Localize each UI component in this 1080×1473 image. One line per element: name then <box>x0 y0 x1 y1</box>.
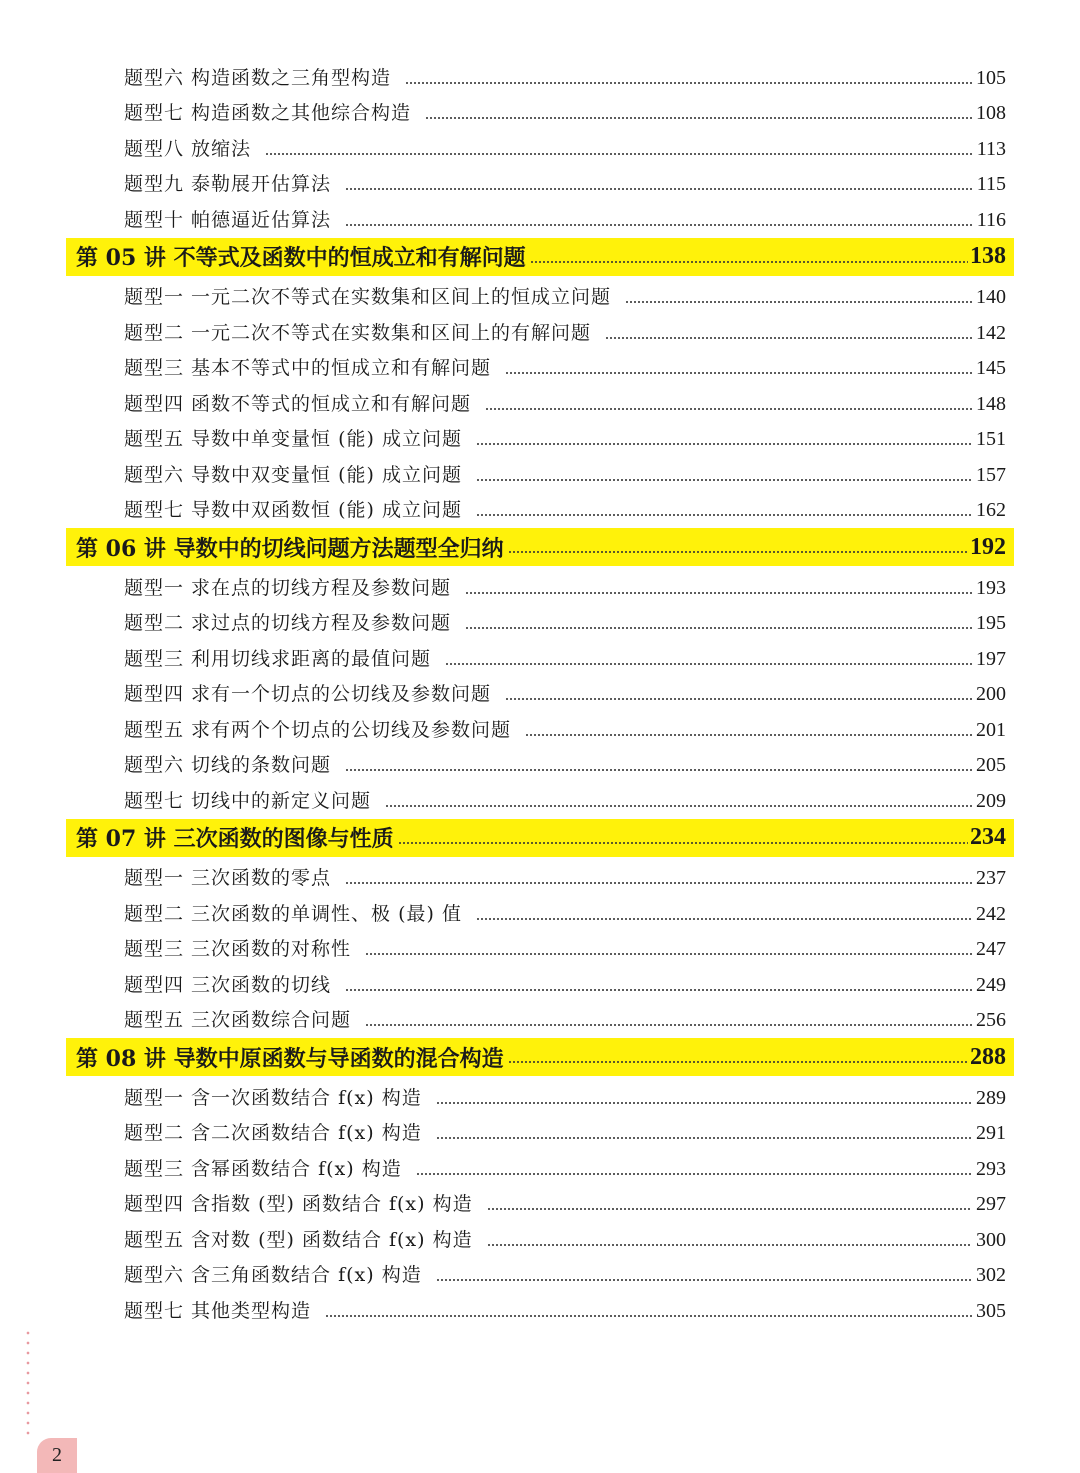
toc-chapter-entry[interactable] <box>66 1038 1014 1076</box>
toc-entry[interactable] <box>0 604 1080 640</box>
dot-leader <box>398 842 968 844</box>
toc-entry-page: 289 <box>976 1086 1006 1109</box>
toc-entry[interactable] <box>0 675 1080 711</box>
dot-leader <box>530 261 968 263</box>
toc-entry-title: 题型五 含对数 (型) 函数结合 f(x) 构造 <box>124 1228 473 1251</box>
toc-entry-title: 题型一 三次函数的零点 <box>124 867 332 889</box>
toc-entry-title: 题型四 求有一个切点的公切线及参数问题 <box>124 683 492 705</box>
toc-entry[interactable] <box>0 349 1080 385</box>
toc-entry-title: 题型八 放缩法 <box>124 137 252 160</box>
dot-leader <box>605 337 972 339</box>
toc-entry-title: 题型九 泰勒展开估算法 <box>124 173 332 195</box>
toc-entry[interactable] <box>0 1078 1080 1114</box>
toc-chapter-entry[interactable] <box>66 238 1014 276</box>
toc-entry-title: 第 06 讲 导数中的切线问题方法题型全归纳 <box>76 535 504 562</box>
toc-entry-page: 256 <box>976 1009 1006 1031</box>
toc-entry-page: 242 <box>976 902 1006 925</box>
dot-leader <box>345 882 972 884</box>
toc-entry-title: 题型七 其他类型构造 <box>124 1299 312 1322</box>
dot-leader <box>345 989 972 991</box>
toc-entry-page: 140 <box>976 286 1006 308</box>
toc-entry[interactable] <box>0 781 1080 817</box>
dot-leader <box>476 514 972 516</box>
toc-entry-title: 第 05 讲 不等式及函数中的恒成立和有解问题 <box>76 245 526 271</box>
toc-entry-title: 题型六 构造函数之三角型构造 <box>124 66 392 89</box>
dot-leader <box>505 698 972 700</box>
toc-entry-page: 302 <box>976 1264 1006 1286</box>
dot-leader <box>385 805 972 807</box>
dot-leader <box>445 663 972 665</box>
toc-entry-page: 115 <box>976 173 1006 195</box>
toc-entry-page: 293 <box>976 1157 1006 1180</box>
toc-entry-page: 288 <box>970 1043 1006 1070</box>
dot-leader <box>465 627 972 629</box>
toc-entry-page: 138 <box>970 243 1006 269</box>
dot-leader <box>485 408 972 410</box>
dot-leader <box>365 953 972 955</box>
toc-entry-title: 题型六 切线的条数问题 <box>124 754 332 776</box>
toc-entry[interactable] <box>0 94 1080 130</box>
toc-entry-page: 195 <box>976 612 1006 634</box>
dot-leader <box>625 301 972 303</box>
toc-entry[interactable] <box>0 58 1080 94</box>
toc-entry-title: 题型十 帕德逼近估算法 <box>124 208 332 231</box>
toc-entry-title: 题型五 求有两个个切点的公切线及参数问题 <box>124 718 512 741</box>
toc-entry-title: 第 07 讲 三次函数的图像与性质 <box>76 826 394 852</box>
toc-entry-page: 148 <box>976 392 1006 415</box>
table-of-contents <box>0 58 1080 1327</box>
toc-entry-title: 题型四 含指数 (型) 函数结合 f(x) 构造 <box>124 1193 473 1215</box>
dot-leader <box>416 1173 972 1175</box>
toc-entry-title: 题型四 函数不等式的恒成立和有解问题 <box>124 392 472 415</box>
toc-entry-title: 题型七 构造函数之其他综合构造 <box>124 102 412 124</box>
toc-entry-page: 193 <box>976 576 1006 599</box>
toc-entry-title: 题型二 求过点的切线方程及参数问题 <box>124 612 452 634</box>
dot-leader <box>487 1208 972 1210</box>
dot-leader <box>365 1024 972 1026</box>
toc-entry[interactable] <box>0 894 1080 930</box>
toc-entry[interactable] <box>0 568 1080 604</box>
toc-entry[interactable] <box>0 1149 1080 1185</box>
toc-entry[interactable] <box>0 710 1080 746</box>
toc-chapter-entry[interactable] <box>66 528 1014 566</box>
dot-leader <box>265 153 973 155</box>
toc-entry[interactable] <box>0 278 1080 314</box>
toc-entry-page: 108 <box>976 102 1006 124</box>
toc-entry[interactable] <box>0 965 1080 1001</box>
toc-entry[interactable] <box>0 1256 1080 1292</box>
dot-leader <box>425 117 972 119</box>
toc-entry-page: 205 <box>976 754 1006 776</box>
toc-entry[interactable] <box>0 420 1080 456</box>
toc-entry-title: 题型二 一元二次不等式在实数集和区间上的有解问题 <box>124 321 592 344</box>
toc-entry[interactable] <box>0 1001 1080 1037</box>
toc-entry-title: 题型七 切线中的新定义问题 <box>124 789 372 812</box>
toc-entry-page: 162 <box>976 499 1006 521</box>
toc-entry-page: 209 <box>976 789 1006 812</box>
toc-entry-title: 题型三 基本不等式中的恒成立和有解问题 <box>124 357 492 379</box>
dot-leader <box>525 734 972 736</box>
toc-entry-title: 第 08 讲 导数中原函数与导函数的混合构造 <box>76 1045 504 1072</box>
toc-entry[interactable] <box>0 165 1080 201</box>
toc-entry[interactable] <box>0 1114 1080 1150</box>
toc-entry[interactable] <box>0 491 1080 527</box>
toc-entry-page: 200 <box>976 683 1006 705</box>
toc-entry-page: 249 <box>976 973 1006 996</box>
dot-leader <box>436 1137 972 1139</box>
toc-entry-title: 题型四 三次函数的切线 <box>124 973 332 996</box>
toc-entry[interactable] <box>0 1220 1080 1256</box>
toc-entry-title: 题型一 含一次函数结合 f(x) 构造 <box>124 1086 422 1109</box>
dot-leader <box>345 188 973 190</box>
toc-entry[interactable] <box>0 746 1080 782</box>
toc-entry-page: 300 <box>976 1228 1006 1251</box>
toc-chapter-entry[interactable] <box>66 819 1014 857</box>
toc-entry[interactable] <box>0 313 1080 349</box>
toc-entry-page: 157 <box>976 463 1006 486</box>
toc-entry-title: 题型六 导数中双变量恒 (能) 成立问题 <box>124 463 462 486</box>
toc-entry-title: 题型三 三次函数的对称性 <box>124 938 352 960</box>
dot-leader <box>508 1061 968 1063</box>
dot-leader <box>508 551 968 553</box>
dot-leader <box>436 1102 972 1104</box>
toc-entry[interactable] <box>0 639 1080 675</box>
dot-leader <box>476 443 972 445</box>
toc-entry[interactable] <box>0 455 1080 491</box>
toc-entry-title: 题型七 导数中双函数恒 (能) 成立问题 <box>124 499 462 521</box>
toc-entry-page: 297 <box>976 1193 1006 1215</box>
toc-entry[interactable] <box>0 129 1080 165</box>
toc-entry-page: 234 <box>970 824 1006 850</box>
dot-leader <box>476 479 972 481</box>
toc-entry-title: 题型一 求在点的切线方程及参数问题 <box>124 576 452 599</box>
toc-entry[interactable] <box>0 859 1080 895</box>
dot-leader <box>325 1315 972 1317</box>
toc-entry-title: 题型三 含幂函数结合 f(x) 构造 <box>124 1157 402 1180</box>
toc-entry-page: 305 <box>976 1299 1006 1322</box>
toc-entry-title: 题型一 一元二次不等式在实数集和区间上的恒成立问题 <box>124 286 612 308</box>
dot-leader <box>436 1279 972 1281</box>
toc-entry-page: 145 <box>976 357 1006 379</box>
dot-leader <box>345 769 972 771</box>
toc-entry-title: 题型三 利用切线求距离的最值问题 <box>124 647 432 670</box>
dot-leader <box>505 372 972 374</box>
toc-entry-page: 192 <box>970 533 1006 560</box>
toc-entry-page: 237 <box>976 867 1006 889</box>
toc-entry[interactable] <box>0 1291 1080 1327</box>
page-number-tab <box>37 1438 77 1473</box>
toc-entry-page: 201 <box>976 718 1006 741</box>
toc-entry-page: 105 <box>976 66 1006 89</box>
toc-entry-page: 113 <box>976 137 1006 160</box>
toc-entry-title: 题型五 三次函数综合问题 <box>124 1009 352 1031</box>
toc-entry-title: 题型六 含三角函数结合 f(x) 构造 <box>124 1264 422 1286</box>
decorative-dot-line <box>26 1328 30 1438</box>
toc-entry-page: 116 <box>976 208 1006 231</box>
toc-entry[interactable] <box>0 1185 1080 1221</box>
toc-entry-page: 291 <box>976 1122 1006 1144</box>
page-number: 2 <box>52 1444 62 1466</box>
toc-entry-page: 151 <box>976 428 1006 450</box>
dot-leader <box>465 592 972 594</box>
toc-entry[interactable] <box>0 200 1080 236</box>
dot-leader <box>487 1244 972 1246</box>
toc-entry-title: 题型二 含二次函数结合 f(x) 构造 <box>124 1122 422 1144</box>
toc-entry-title: 题型二 三次函数的单调性、极 (最) 值 <box>124 902 462 925</box>
toc-entry-page: 142 <box>976 321 1006 344</box>
dot-leader <box>476 918 972 920</box>
dot-leader <box>405 82 972 84</box>
toc-entry[interactable] <box>0 384 1080 420</box>
toc-entry-page: 197 <box>976 647 1006 670</box>
dot-leader <box>345 224 973 226</box>
toc-entry-title: 题型五 导数中单变量恒 (能) 成立问题 <box>124 428 462 450</box>
toc-entry[interactable] <box>0 930 1080 966</box>
toc-entry-page: 247 <box>976 938 1006 960</box>
